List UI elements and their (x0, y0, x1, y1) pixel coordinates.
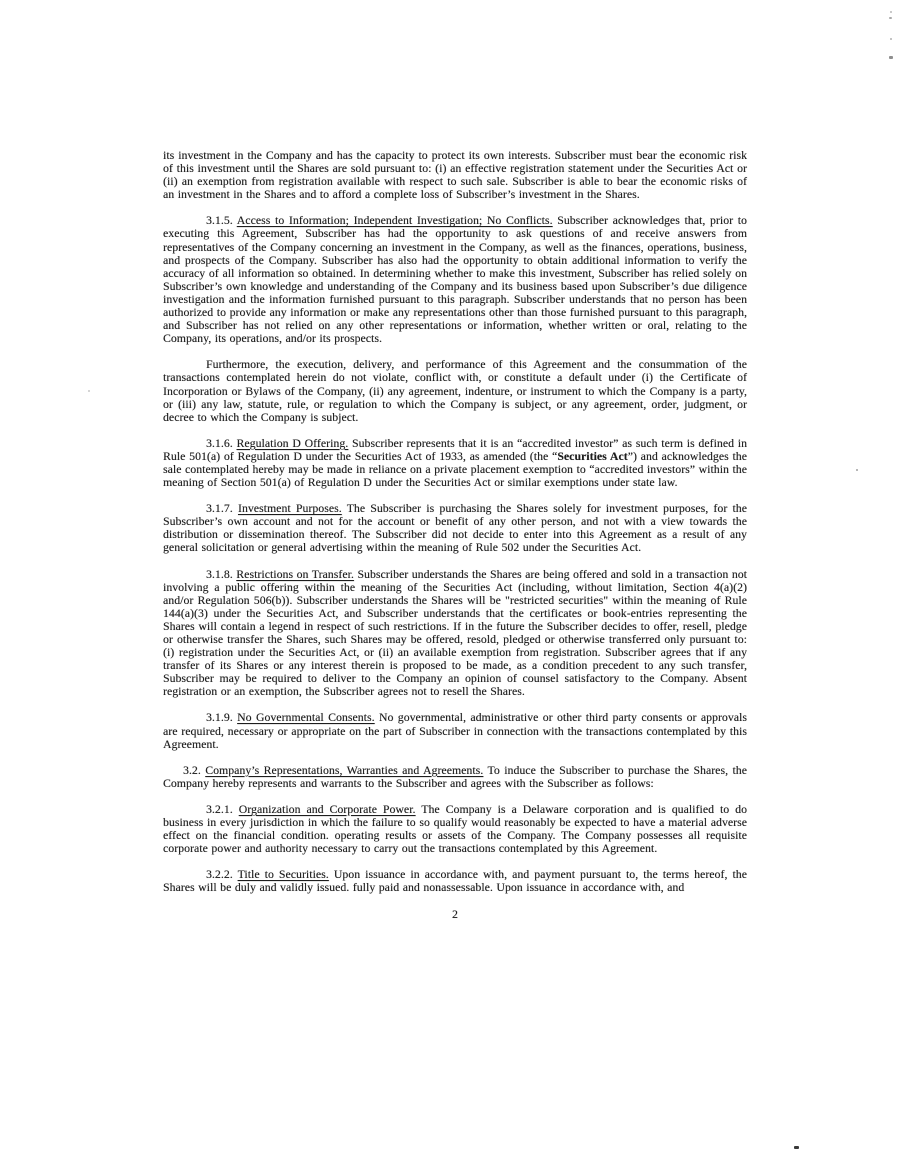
scan-speck (889, 17, 892, 19)
paragraph-continuation (163, 149, 747, 201)
paragraph-text: No governmental, administrative or other third party consents or approvals are required, necessary or appropriate on the part of Subscriber in connection with the transactions contemplated by this Agreement. (163, 711, 747, 751)
paragraph-text: The Company is a Delaware corporation and is qualified to do business in every jurisdiction in which the failure to so qualify would reasonably be expected to have a material adverse effect on the financial condition. operating results or assets of the Company. The Company possesses all requisite corporate power and authority necessary to carry out the transactions contemplated by this Agreement. (163, 802, 748, 856)
paragraph-3-1-7 (163, 502, 747, 554)
section-heading: Investment Purposes. (237, 502, 342, 516)
scan-speck (889, 56, 893, 59)
section-number: 3.1.7. (206, 502, 238, 516)
page-number: 2 (452, 907, 458, 921)
paragraph-text: its investment in the Company and has the capacity to protect its own interests. Subscriber must bear the economic risk of this investment until the Shares are sold pursuant to: (i) an effective registration statement under the Securities Act or (ii) an exemption from registration available with respect to such sale. Subscriber is able to bear the economic risks of an investment in the Shares and to afford a complete loss of Subscriber’s investment in the Shares. (163, 149, 747, 202)
section-number: 3.1.6. (206, 436, 237, 450)
section-heading: No Governmental Consents. (237, 711, 375, 725)
section-heading: Organization and Corporate Power. (238, 802, 416, 816)
section-number: 3.1.5. (206, 214, 237, 228)
paragraph-text: The Subscriber is purchasing the Shares solely for investment purposes, for the Subscriber’s own account and not for the account or benefit of any other person, and not with a view towards the distribution or dissemination thereof. The Subscriber did not decide to enter into this Agreement as a result of any general solicitation or general advertising within the meaning of Rule 502 under the Securities Act. (163, 502, 747, 555)
section-number: 3.2. (183, 763, 206, 777)
section-number: 3.2.2. (206, 868, 238, 882)
scan-speck (890, 11, 892, 13)
section-heading: Title to Securities. (237, 868, 329, 882)
paragraph-3-1-8 (163, 568, 747, 699)
paragraph-text: To induce the Subscriber to purchase the Shares, the Company hereby represents and warrants to the Subscriber and agrees with the Subscriber as follows: (163, 763, 747, 790)
document-body (163, 149, 747, 921)
scan-speck (856, 469, 858, 471)
section-number: 3.1.8. (206, 567, 237, 581)
paragraph-3-1-6 (163, 437, 747, 489)
paragraph-text: Subscriber represents that it is an “accredited investor” as such term is defined in Rule 501(a) of Regulation D under the Securities Act of 1933, as amended (the “ (163, 436, 747, 463)
section-heading: Regulation D Offering. (236, 436, 349, 450)
paragraph-3-2 (163, 764, 747, 790)
paragraph-3-1-5 (163, 214, 747, 345)
paragraph-text: Upon issuance in accordance with, and payment pursuant to, the terms hereof, the Shares will be duly and validly issued. fully paid and nonassessable. Upon issuance in accordance with, and (163, 868, 747, 895)
paragraph-text: Furthermore, the execution, delivery, and performance of this Agreement and the consummation of the transactions contemplated herein do not violate, conflict with, or constitute a default under (i) the Certificate of Incorporation or Bylaws of the Company, (ii) any agreement, indenture, or instrument to which the Company is a party, or (iii) any law, statute, rule, or regulation to which the Company is subject, or any agreement, order, judgment, or decree to which the Company is subject. (163, 358, 747, 424)
paragraph-text: Subscriber acknowledges that, prior to executing this Agreement, Subscriber has had the opportunity to ask questions of and receive answers from representatives of the Company concerning an investment in the Company, as well as the finances, operations, business, and prospects of the Company. Subscriber has also had the opportunity to obtain additional information to verify the accuracy of all information so obtained. In determining whether to make this investment, Subscriber has relied solely on Subscriber’s own knowledge and understanding of the Company and its business based upon Subscriber’s due diligence investigation and the information furnished pursuant to this paragraph. Subscriber understands that no person has been authorized to provide any information or make any representations other than those furnished pursuant to this paragraph, and Subscriber has not relied on any other representations or information, whether written or oral, relating to the Company, its operations, and/or its prospects. (163, 214, 747, 346)
section-number: 3.1.9. (206, 711, 238, 725)
paragraph-3-2-2 (163, 868, 747, 894)
defined-term: Securities Act (557, 449, 628, 463)
paragraph-text: Subscriber understands the Shares are being offered and sold in a transaction not involving a public offering within the meaning of the Securities Act (including, without limitation, Section 4(a)(2) and/or Regulation 506(b)). Subscriber understands the Shares will be "restricted securities" within the meaning of Rule 144(a)(3) under the Securities Act, and Subscriber understands that the certificates or book-entries representing the Shares will contain a legend in respect of such restrictions. If in the future the Subscriber decides to offer, resell, pledge or otherwise transfer the Shares, such Shares may be offered, resold, pledged or otherwise transferred only pursuant to: (i) registration under the Securities Act, or (ii) an available exemption from registration. Subscriber agrees that if any transfer of its Shares or any interest therein is proposed to be made, as a condition precedent to any such transfer, Subscriber may be required to deliver to the Company an opinion of counsel satisfactory to the Company. Absent registration or an exemption, the Subscriber agrees not to resell the Shares. (163, 567, 747, 699)
scan-speck (890, 38, 892, 40)
paragraph-furthermore (163, 358, 747, 423)
paragraph-3-2-1 (163, 803, 747, 855)
scan-speck (88, 390, 90, 392)
paragraph-text: ”) and acknowledges the sale contemplated hereby may be made in reliance on a private placement exemption to “accredited investors” within the meaning of Section 501(a) of Regulation D under the Securities Act or similar exemptions under state law. (163, 449, 747, 490)
paragraph-3-1-9 (163, 711, 747, 750)
section-heading: Restrictions on Transfer. (236, 567, 354, 581)
section-heading: Company’s Representations, Warranties and Agreements. (205, 763, 484, 777)
section-number: 3.2.1. (206, 802, 239, 816)
scan-speck (794, 1146, 799, 1149)
section-heading: Access to Information; Independent Investigation; No Conflicts. (236, 214, 553, 228)
